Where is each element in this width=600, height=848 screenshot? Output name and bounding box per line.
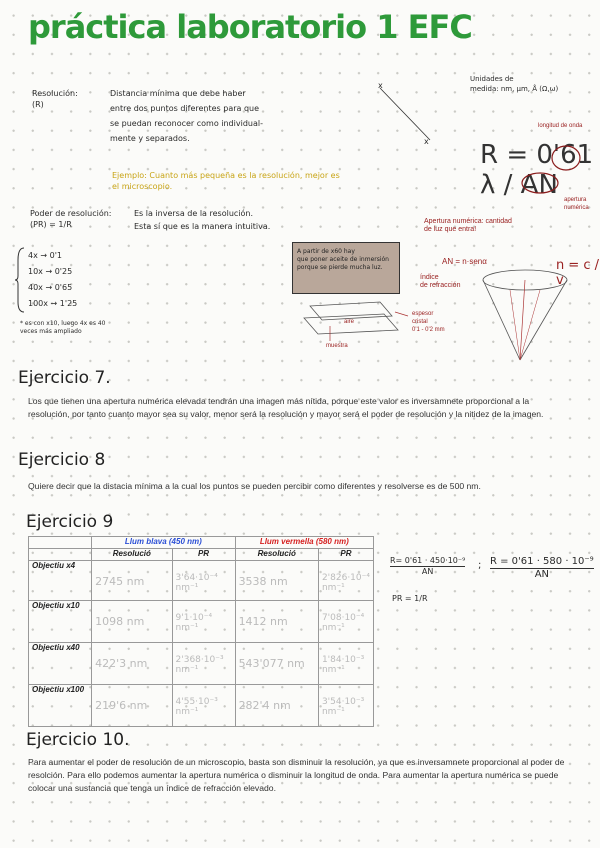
header-llum-vermella: Llum vermella (580 nm): [235, 537, 373, 549]
col-resolucio: Resolució: [235, 549, 318, 561]
resolucion-definition: Distancia mínima que debe haber entre dos puntos diferentes para que se puedan reconocer como individual- mente y separados.: [110, 89, 263, 143]
an-formula: AN = n·senα: [442, 257, 487, 266]
separator: ;: [478, 560, 482, 571]
col-resolucio: Resolució: [92, 549, 172, 561]
n-formula: n = c / v: [556, 258, 600, 288]
calc-red: $\frac{\text{R = 0'61 · 580 · 10⁻⁹}}{AN}$: [490, 556, 594, 580]
calc-pr: PR = 1/R: [392, 594, 428, 603]
row-label: Objectiu x100: [29, 685, 92, 727]
list-item: 4x → 0'1: [28, 251, 62, 260]
page-title: práctica laboratorio 1 EFC: [28, 8, 472, 46]
col-pr: PR: [318, 549, 373, 561]
muestra-label: muestra: [326, 343, 348, 349]
heading-ejercicio-9: Ejercicio 9: [26, 512, 114, 532]
list-item: 10x → 0'25: [28, 267, 73, 276]
table-row: [29, 561, 374, 601]
heading-ejercicio-10: Ejercicio 10.: [26, 730, 130, 750]
resolution-formula: R = 0'61 λ / AN: [480, 140, 594, 200]
cone-sketch-icon: [470, 250, 570, 370]
magnification-list: [28, 248, 77, 312]
cell-pr-blue: 3'64·10⁻⁴ nm⁻¹: [172, 561, 235, 601]
x-mark-top: x: [378, 81, 383, 90]
poder-definition: Es la inversa de la resolución. Esta sí que es la manera intuitiva.: [134, 209, 271, 231]
list-item: 40x → 0'65: [28, 283, 73, 292]
cell-pr-red: 1'84·10⁻³ nm⁻¹: [318, 643, 373, 685]
table-row: [29, 685, 374, 727]
results-table: [28, 536, 374, 727]
unidades-note: Unidades de medida: nm, μm, Å (Ω,ω): [470, 75, 559, 93]
row-label: Objectiu x10: [29, 601, 92, 643]
indice-label: índice de refracción: [420, 274, 461, 289]
text-ejercicio-10: Para aumentar el poder de resolución de un microscopio, basta son disminuir la resolución, ya que es inversamnete proporcional al poder de resolción. Para ello podemos aumentar la apertura numérica o disminuir la longitud de onda. Para aumentar la apertura numérica se puede colocar una sustancia que tenga un índice de refracción elevado.: [28, 757, 565, 793]
magnification-note: * es con x10, luego 4x es 40 veces más ampliado: [20, 320, 106, 335]
heading-ejercicio-8: Ejercicio 8: [18, 450, 106, 470]
cell-res-red: 282'4 nm: [235, 685, 318, 727]
brace-icon: [14, 246, 28, 314]
cell-res-red: 543'077 nm: [235, 643, 318, 685]
header-llum-blava: Llum blava (450 nm): [92, 537, 235, 549]
cell-pr-blue: 4'55·10⁻³ nm⁻¹: [172, 685, 235, 727]
row-label: Objectiu x40: [29, 643, 92, 685]
espesor-label: espesor cristal 0'1 - 0'2 mm: [412, 311, 445, 333]
apertura-note: Apertura numérica: cantidad de luz que entra!: [424, 218, 512, 233]
cell-pr-blue: 2'368·10⁻³ nm⁻¹: [172, 643, 235, 685]
list-item: 100x → 1'25: [28, 299, 78, 308]
cell-pr-red: 7'08·10⁻⁴ nm⁻¹: [318, 601, 373, 643]
col-pr: PR: [172, 549, 235, 561]
cell-res-red: 3538 nm: [235, 561, 318, 601]
formula-circles-icon: [510, 140, 590, 200]
cell-res-blue: 2745 nm: [92, 561, 172, 601]
cell-pr-red: 2'826·10⁻⁴ nm⁻¹: [318, 561, 373, 601]
apertura-numerica-label: apertura numérica: [564, 197, 589, 211]
resolucion-label: Resolución: (R): [32, 89, 78, 109]
cell-res-blue: 1098 nm: [92, 601, 172, 643]
aire-label: aire: [344, 319, 355, 325]
cell-res-red: 1412 nm: [235, 601, 318, 643]
table-row: [29, 643, 374, 685]
ejemplo-note: Ejemplo: Cuanto más pequeña es la resolución, mejor es el microscopio.: [112, 171, 340, 191]
text-ejercicio-8: Quiere decir que la distacia mínima a la cual los puntos se pueden percibir como diferentes y resolverse es de 500 nm.: [28, 481, 481, 491]
calc-blue: $\frac{\text{R= 0'61 · 450·10⁻⁹}}{AN}$: [390, 556, 466, 576]
cell-res-blue: 422'3 nm: [92, 643, 172, 685]
heading-ejercicio-7: Ejercicio 7.: [18, 368, 111, 388]
cell-res-blue: 219'6 nm: [92, 685, 172, 727]
x-mark-bottom: x: [424, 137, 429, 146]
poder-label: Poder de resolución: (PR) = 1/R: [30, 209, 112, 229]
cell-pr-blue: 9'1·10⁻⁴ nm⁻¹: [172, 601, 235, 643]
immersion-oil-note: A partir de x60 hay que poner aceite de inmersión porque se pierde mucha luz.: [292, 242, 400, 294]
longitud-onda-label: longitud de onda: [538, 123, 583, 129]
text-ejercicio-7: Los que tienen una apertura numérica elevada tendrán una imagen más nítida, porque este valor es inversamnete proporcional a la resolución, por tanto cuanto mayor sea su valor, menor será la resolución y mayor será el poder de resolución y la nitidez de la imagen.: [28, 396, 544, 419]
row-label: Objectiu x4: [29, 561, 92, 601]
table-row: [29, 601, 374, 643]
cell-pr-red: 3'54·10⁻³ nm⁻¹: [318, 685, 373, 727]
